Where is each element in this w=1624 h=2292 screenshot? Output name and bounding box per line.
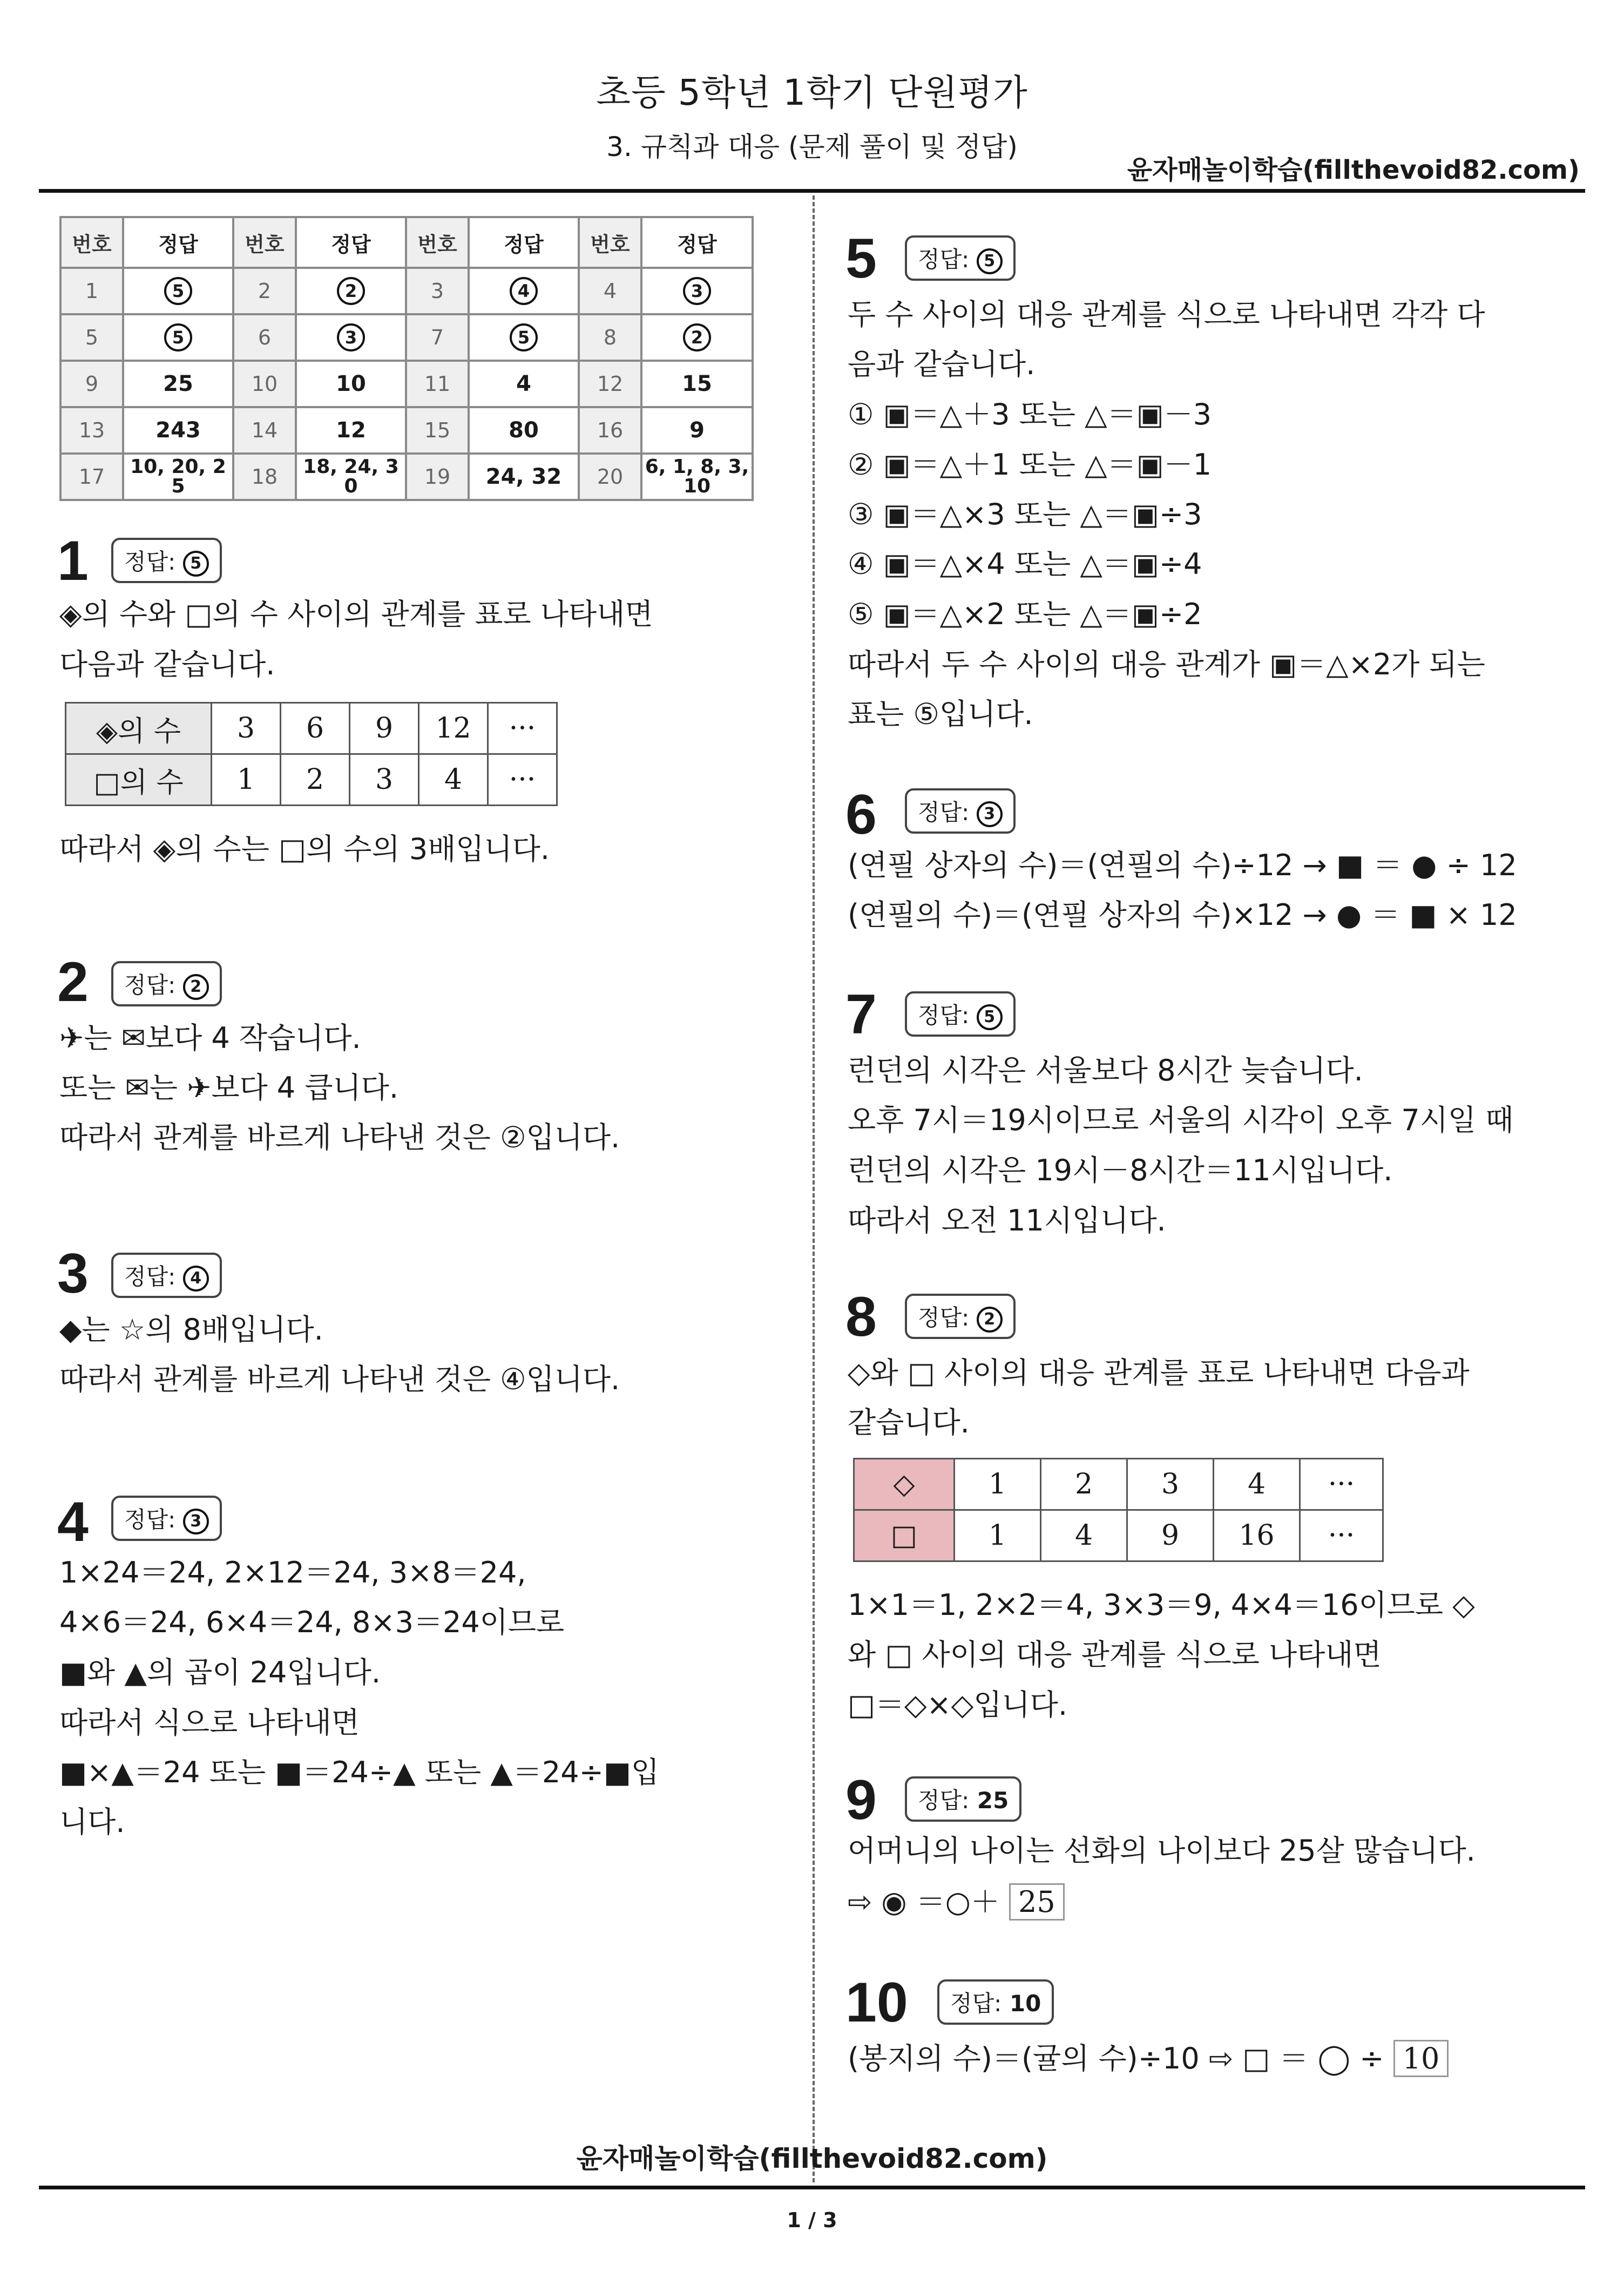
table-row: [60, 407, 753, 454]
question-number: 9: [60, 361, 123, 407]
table-cell: 12: [419, 703, 488, 754]
explanation-line: (연필 상자의 수)＝(연필의 수)÷12 → ■ ＝ ● ÷ 12: [848, 848, 1517, 882]
answer-label: 정답:: [918, 799, 970, 826]
header-number: 번호: [579, 217, 641, 268]
answer-cell: 243: [123, 407, 233, 454]
explanation-line: 와 □ 사이의 대응 관계를 식으로 나타내면: [848, 1638, 1382, 1672]
explanation-line: ④ ▣＝△×4 또는 △＝▣÷4: [848, 547, 1202, 581]
table-row: [60, 314, 753, 361]
question-number-label: 7: [845, 983, 877, 1046]
explanation-line: ③ ▣＝△×3 또는 △＝▣÷3: [848, 497, 1202, 531]
answer-line: 0: [344, 475, 358, 497]
question-number: 17: [60, 454, 123, 500]
answer-badge: [111, 961, 222, 1006]
question-number-label: 6: [845, 783, 877, 846]
explanation-line: 또는 ✉는 ✈보다 4 큽니다.: [59, 1071, 398, 1105]
explanation-line: ◆는 ☆의 8배입니다.: [59, 1313, 323, 1347]
answer-badge: [905, 991, 1016, 1037]
row-header: ◇: [854, 1459, 955, 1510]
explanation-line: 따라서 오전 11시입니다.: [848, 1204, 1166, 1238]
question-number: 5: [60, 314, 123, 361]
table-row: [60, 268, 753, 314]
answer-cell: [296, 314, 406, 361]
explanation-line: ① ▣＝△＋3 또는 △＝▣－3: [848, 397, 1212, 431]
table-cell: 1: [955, 1459, 1041, 1510]
answer-badge: [111, 1496, 222, 1541]
answer-box: 25: [1009, 1883, 1065, 1921]
question-number-label: 1: [57, 530, 89, 592]
circled-answer: 3: [337, 323, 365, 351]
table-cell: 16: [1214, 1510, 1300, 1561]
answer-cell: 12: [296, 407, 406, 454]
answer-table-header: [60, 217, 753, 268]
answer-badge: [905, 235, 1016, 281]
circled-answer: 3: [977, 801, 1003, 827]
question-number: 19: [406, 454, 469, 500]
site-credit-bottom: 윤자매놀이학습(fillthevoid82.com): [576, 2143, 1048, 2174]
table-cell: 2: [1041, 1459, 1127, 1510]
header-answer: 정답: [123, 217, 233, 268]
answer-cell: 15: [641, 361, 753, 407]
answer-cell: 9: [641, 407, 753, 454]
question-number-label: 5: [845, 227, 877, 290]
explanation-line: 1×1＝1, 2×2＝4, 3×3＝9, 4×4＝16이므로 ◇: [848, 1588, 1475, 1622]
explanation-line: 4×6＝24, 6×4＝24, 8×3＝24이므로: [59, 1605, 565, 1639]
answer-cell: [641, 268, 753, 314]
circled-answer: 5: [164, 277, 192, 305]
question-number: 7: [406, 314, 469, 361]
header-answer: 정답: [641, 217, 753, 268]
formula-line: [848, 2036, 1449, 2077]
answer-cell: [641, 314, 753, 361]
table-cell: ···: [488, 703, 557, 754]
correspondence-table: [65, 702, 558, 806]
answer-label: 정답:: [918, 1002, 970, 1029]
answer-label: 정답:: [918, 246, 970, 273]
question-number-label: 4: [57, 1491, 89, 1553]
table-row: [66, 703, 557, 754]
header-number: 번호: [233, 217, 296, 268]
circled-answer: 4: [510, 277, 538, 305]
table-row: [60, 361, 753, 407]
answer-cell: [469, 314, 579, 361]
table-cell: 4: [419, 754, 488, 806]
circled-answer: 5: [510, 323, 538, 351]
question-6: [845, 783, 877, 847]
answer-cell: [296, 268, 406, 314]
question-10: [845, 1971, 908, 2035]
table-cell: 4: [1214, 1459, 1300, 1510]
circled-answer: 2: [183, 974, 209, 1000]
explanation-line: 런던의 시각은 서울보다 8시간 늦습니다.: [848, 1053, 1363, 1087]
question-number: 2: [233, 268, 296, 314]
circled-answer: 3: [183, 1509, 209, 1534]
column-divider: [813, 195, 815, 2182]
answer-cell: 10: [296, 361, 406, 407]
footer-rule: [39, 2186, 1585, 2189]
question-2: [57, 950, 89, 1015]
table-cell: 1: [955, 1510, 1041, 1561]
table-cell: 3: [212, 703, 281, 754]
explanation-line: 따라서 식으로 나타내면: [59, 1706, 360, 1740]
table-cell: 9: [1127, 1510, 1214, 1561]
answer-cell: 4: [469, 361, 579, 407]
explanation-line: 같습니다.: [848, 1405, 970, 1439]
answer-label: 정답:: [124, 549, 176, 575]
question-number: 10: [233, 361, 296, 407]
circled-answer: 3: [683, 277, 711, 305]
explanation-line: ◈의 수와 □의 수 사이의 관계를 표로 나타내면: [59, 597, 653, 631]
question-number-label: 2: [57, 951, 89, 1013]
circled-answer: 2: [337, 277, 365, 305]
table-cell: 4: [1041, 1510, 1127, 1561]
question-1: [57, 529, 89, 593]
explanation-line: ■×▲＝24 또는 ■＝24÷▲ 또는 ▲＝24÷■입: [59, 1755, 660, 1789]
answer-label: 정답:: [124, 1263, 176, 1290]
table-cell: 6: [281, 703, 350, 754]
explanation-line: 니다.: [59, 1805, 125, 1839]
explanation-line: ■와 ▲의 곱이 24입니다.: [59, 1655, 381, 1689]
explanation-line: 오후 7시＝19시이므로 서울의 시각이 오후 7시일 때: [848, 1103, 1514, 1137]
page-subtitle: 3. 규칙과 대응 (문제 풀이 및 정답): [606, 131, 1018, 163]
question-number: 13: [60, 407, 123, 454]
explanation-line: ✈는 ✉보다 4 작습니다.: [59, 1021, 361, 1055]
explanation-line: 1×24＝24, 2×12＝24, 3×8＝24,: [59, 1556, 526, 1590]
question-number: 14: [233, 407, 296, 454]
answer-cell: [123, 454, 233, 500]
answer-cell: 80: [469, 407, 579, 454]
explanation-line: 따라서 두 수 사이의 대응 관계가 ▣＝△×2가 되는: [848, 647, 1485, 681]
explanation-line: 두 수 사이의 대응 관계를 식으로 나타내면 각각 다: [848, 298, 1485, 332]
answer-cell: [641, 454, 753, 500]
answer-badge: [905, 1294, 1016, 1339]
table-row: [854, 1459, 1383, 1510]
row-header: □의 수: [66, 754, 212, 806]
answer-line: 5: [171, 475, 185, 497]
explanation-line: □＝◇×◇입니다.: [848, 1688, 1067, 1722]
question-9: [845, 1768, 877, 1833]
question-number: 20: [579, 454, 641, 500]
question-3: [57, 1242, 89, 1306]
circled-answer: 5: [977, 1004, 1003, 1030]
answer-label: 정답:: [918, 1787, 970, 1814]
answer-label: 정답:: [918, 1304, 970, 1331]
question-number-label: 3: [57, 1242, 89, 1305]
page-title: 초등 5학년 1학기 단원평가: [596, 72, 1028, 113]
table-cell: 9: [350, 703, 419, 754]
table-cell: 3: [350, 754, 419, 806]
header-answer: 정답: [296, 217, 406, 268]
header-number: 번호: [60, 217, 123, 268]
conclusion-line: 따라서 ◈의 수는 □의 수의 3배입니다.: [59, 832, 550, 866]
answer-value: 10: [1009, 1990, 1041, 2017]
question-5: [845, 227, 877, 291]
explanation-line: 어머니의 나이는 선화의 나이보다 25살 많습니다.: [848, 1834, 1476, 1868]
explanation-line: 표는 ⑤입니다.: [848, 697, 1033, 731]
table-cell: 2: [281, 754, 350, 806]
circled-answer: 2: [977, 1307, 1003, 1333]
circled-answer: 5: [164, 323, 192, 351]
header-rule: [39, 189, 1585, 193]
explanation-line: 따라서 관계를 바르게 나타낸 것은 ④입니다.: [59, 1362, 620, 1396]
answer-line: 10: [683, 475, 711, 497]
table-row: [60, 454, 753, 500]
question-number: 11: [406, 361, 469, 407]
row-header: ◈의 수: [66, 703, 212, 754]
explanation-line: ⑤ ▣＝△×2 또는 △＝▣÷2: [848, 597, 1202, 631]
explanation-line: 따라서 관계를 바르게 나타낸 것은 ②입니다.: [59, 1120, 620, 1154]
question-4: [57, 1490, 89, 1554]
explanation-line: ◇와 □ 사이의 대응 관계를 표로 나타내면 다음과: [848, 1356, 1470, 1390]
answer-badge: [111, 538, 222, 583]
formula-line: [848, 1879, 1065, 1921]
explanation-line: 런던의 시각은 19시－8시간＝11시입니다.: [848, 1153, 1393, 1187]
answer-badge: [905, 1776, 1021, 1822]
site-credit-top: 윤자매놀이학습(fillthevoid82.com): [1127, 155, 1580, 185]
answer-label: 정답:: [124, 1506, 176, 1533]
header-number: 번호: [406, 217, 469, 268]
question-number-label: 9: [845, 1769, 877, 1831]
answer-cell: [123, 268, 233, 314]
explanation-line: 음과 같습니다.: [848, 347, 1036, 381]
answer-line: 18, 24, 3: [303, 456, 399, 478]
table-row: [854, 1510, 1383, 1561]
question-number: 16: [579, 407, 641, 454]
answer-badge: [111, 1253, 222, 1298]
circled-answer: 4: [183, 1266, 209, 1292]
answer-label: 정답:: [124, 972, 176, 998]
explanation-line: ② ▣＝△＋1 또는 △＝▣－1: [848, 448, 1212, 482]
table-cell: 3: [1127, 1459, 1214, 1510]
question-number: 6: [233, 314, 296, 361]
circled-answer: 2: [683, 323, 711, 351]
question-number: 4: [579, 268, 641, 314]
answer-label: 정답:: [950, 1990, 1002, 2017]
answer-table: [59, 216, 754, 501]
table-cell: 1: [212, 754, 281, 806]
question-number: 18: [233, 454, 296, 500]
table-cell: ···: [1300, 1510, 1383, 1561]
question-8: [845, 1285, 877, 1349]
answer-value: 25: [977, 1787, 1009, 1814]
row-header: □: [854, 1510, 955, 1561]
answer-badge: [905, 788, 1016, 834]
question-number: 15: [406, 407, 469, 454]
question-number-label: 10: [845, 1971, 908, 2034]
table-cell: ···: [1300, 1459, 1383, 1510]
explanation-line: 다음과 같습니다.: [59, 647, 275, 681]
table-cell: ···: [488, 754, 557, 806]
question-7: [845, 983, 877, 1047]
circled-answer: 5: [977, 248, 1003, 274]
header-answer: 정답: [469, 217, 579, 268]
formula-text: (봉지의 수)＝(귤의 수)÷10 ⇨ □ ＝ ◯ ÷: [848, 2041, 1393, 2075]
answer-cell: 24, 32: [469, 454, 579, 500]
question-number: 8: [579, 314, 641, 361]
page-number: 1 / 3: [787, 2208, 837, 2232]
explanation-line: (연필의 수)＝(연필 상자의 수)×12 → ● ＝ ■ × 12: [848, 898, 1517, 932]
answer-line: 6, 1, 8, 3,: [645, 456, 749, 478]
answer-cell: [123, 314, 233, 361]
answer-badge: [937, 1979, 1054, 2025]
question-number-label: 8: [845, 1286, 877, 1348]
question-number: 12: [579, 361, 641, 407]
question-number: 1: [60, 268, 123, 314]
answer-box: 10: [1393, 2040, 1449, 2077]
formula-text: ⇨ ◉ ＝○＋: [848, 1885, 1009, 1919]
answer-cell: [296, 454, 406, 500]
answer-cell: [469, 268, 579, 314]
answer-cell: 25: [123, 361, 233, 407]
correspondence-table: [853, 1458, 1384, 1562]
table-row: [66, 754, 557, 806]
question-number: 3: [406, 268, 469, 314]
answer-line: 10, 20, 2: [130, 456, 226, 478]
circled-answer: 5: [183, 551, 209, 577]
